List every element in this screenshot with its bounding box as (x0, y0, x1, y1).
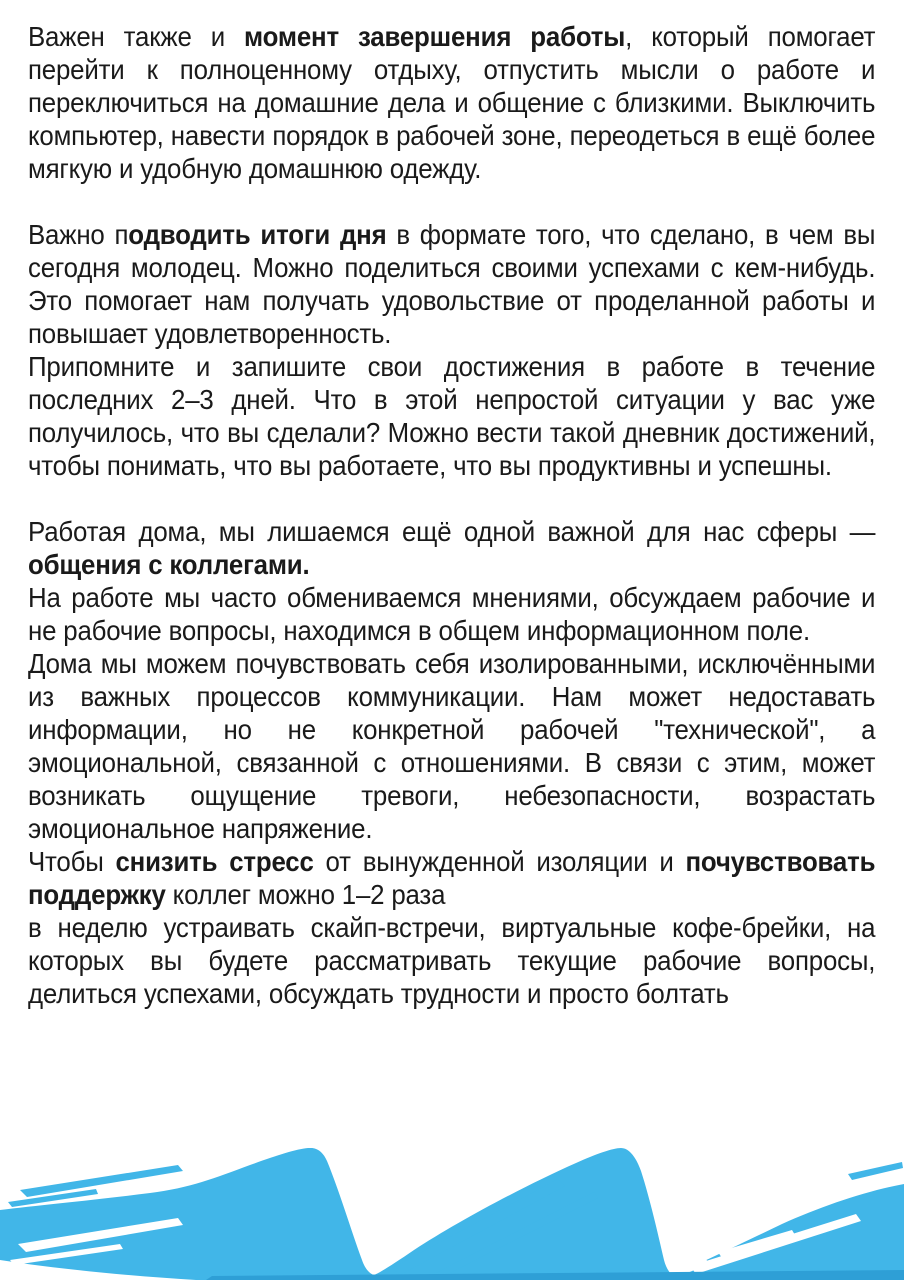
text-run: в неделю устраивать скайп-встречи, виртуальные кофе-брейки, на которых вы будете рассматривать текущие рабочие вопросы, делиться успехами, обсуждать трудности и просто болтать (28, 912, 876, 1009)
text-run: На работе мы часто обмениваемся мнениями, обсуждаем рабочие и не рабочие вопросы, находимся в общем информационном поле. (28, 582, 876, 646)
paragraph (28, 515, 875, 581)
brush-streak-right-top (848, 1162, 903, 1180)
text-run: в формате того, что сделано, в чем вы сегодня молодец. Можно поделиться своими успехами с кем-нибудь. Это помогает нам получать удовольствие от проделанной работы и повышает удовлетворенность. (28, 219, 876, 349)
bold-text-run: почувствовать поддержку (28, 846, 876, 910)
paragraph (28, 845, 875, 1010)
brush-stroke-decoration (0, 1148, 904, 1280)
text-run: , который помогает перейти к полноценному отдыху, отпустить мысли о работе и переключиться на домашние дела и общение с близкими. Выключить компьютер, навести порядок в рабочей зоне, переодеться в ещё более мягкую и удобную домашнюю одежду. (28, 21, 876, 184)
bold-text-run: снизить стресс (115, 846, 314, 877)
text-block (28, 20, 875, 185)
text-run: Чтобы (28, 846, 116, 877)
bold-text-run: момент завершения работы (244, 21, 626, 52)
bold-text-run: общения с коллегами. (28, 549, 310, 580)
text-run: Работая дома, мы лишаемся ещё одной важной для нас сферы — (28, 516, 876, 547)
text-run: от вынужденной изоляции и (313, 846, 686, 877)
text-block (28, 515, 875, 1010)
text-block (28, 218, 875, 482)
paragraph (28, 350, 875, 482)
text-run: Важен также и (28, 21, 245, 52)
text-run: Дома мы можем почувствовать себя изолированными, исключёнными из важных процессов коммуникации. Нам может недоставать информации, но не конкретной рабочей "технической", а эмоциональной, связанной с отношениями. В связи с этим, может возникать ощущение тревоги, небезопасности, возрастать эмоциональное напряжение. (28, 648, 876, 844)
text-run: коллег можно 1–2 раза (165, 879, 446, 910)
paragraph (28, 20, 875, 185)
text-run: Важно п (28, 219, 129, 250)
paragraph (28, 647, 875, 845)
document-body (28, 20, 875, 1010)
paragraph (28, 218, 875, 350)
paragraph (28, 581, 875, 647)
brush-main-stroke (0, 1148, 904, 1280)
bold-text-run: одводить итоги дня (128, 219, 387, 250)
text-run: Припомните и запишите свои достижения в работе в течение последних 2–3 дней. Что в этой непростой ситуации у вас уже получилось, что вы сделали? Можно вести такой дневник достижений, чтобы понимать, что вы работаете, что вы продуктивны и успешны. (28, 351, 876, 481)
